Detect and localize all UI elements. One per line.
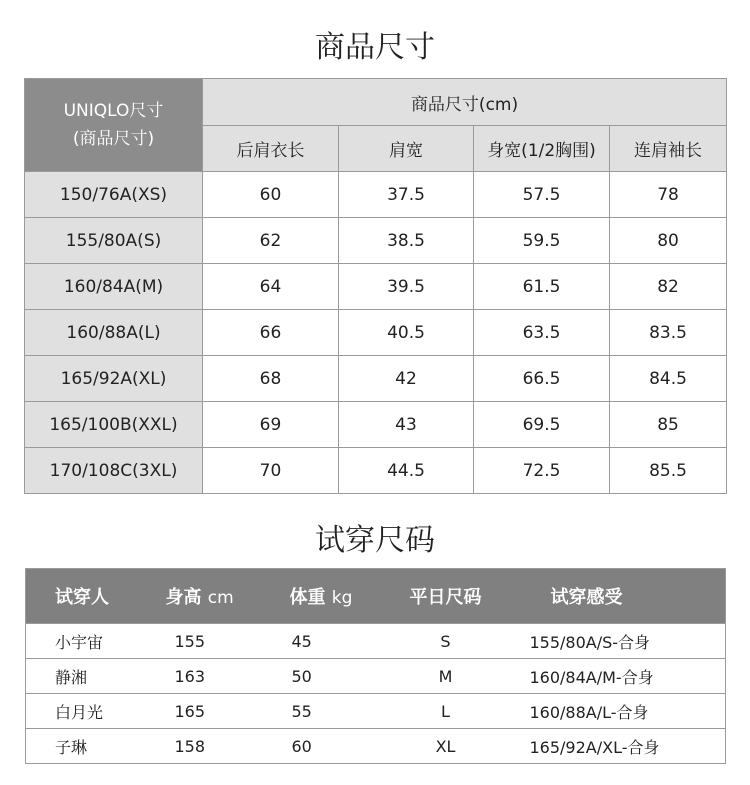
try-header-feel: 试穿感受 bbox=[506, 569, 726, 624]
measurement-cell: 38.5 bbox=[339, 218, 474, 264]
size-label-cell: 160/84A(M) bbox=[25, 264, 203, 310]
size-row bbox=[25, 402, 727, 448]
try-header-height-unit: cm bbox=[207, 588, 234, 608]
try-header-height-label: 身高 bbox=[165, 587, 202, 608]
measurement-cell: 40.5 bbox=[339, 310, 474, 356]
try-cell-weight: 60 bbox=[266, 729, 386, 764]
measurement-cell: 44.5 bbox=[339, 448, 474, 494]
try-cell-feel: 165/92A/XL-合身 bbox=[506, 729, 726, 764]
try-cell-weight: 45 bbox=[266, 624, 386, 659]
try-cell-person: 小宇宙 bbox=[26, 624, 153, 659]
measurement-cell: 84.5 bbox=[610, 356, 727, 402]
brand-size-header-line1: UNIQLO尺寸 bbox=[63, 101, 164, 121]
try-cell-feel: 160/84A/M-合身 bbox=[506, 659, 726, 694]
measurement-cell: 39.5 bbox=[339, 264, 474, 310]
try-row bbox=[26, 729, 726, 764]
try-header-weight-label: 体重 bbox=[289, 587, 326, 608]
try-header-person: 试穿人 bbox=[26, 569, 153, 624]
measurement-cell: 85 bbox=[610, 402, 727, 448]
measurement-cell: 85.5 bbox=[610, 448, 727, 494]
try-row bbox=[26, 659, 726, 694]
size-label-cell: 155/80A(S) bbox=[25, 218, 203, 264]
measurement-cell: 59.5 bbox=[474, 218, 610, 264]
size-label-cell: 165/92A(XL) bbox=[25, 356, 203, 402]
measurement-cell: 62 bbox=[203, 218, 339, 264]
measurement-cell: 43 bbox=[339, 402, 474, 448]
column-header-body-width: 身宽(1/2胸围) bbox=[474, 126, 610, 172]
column-header-back-length: 后肩衣长 bbox=[203, 126, 339, 172]
size-row bbox=[25, 356, 727, 402]
measurement-cell: 68 bbox=[203, 356, 339, 402]
try-cell-weight: 50 bbox=[266, 659, 386, 694]
try-header-weight bbox=[266, 569, 386, 624]
brand-size-header bbox=[25, 79, 203, 172]
measurement-cell: 70 bbox=[203, 448, 339, 494]
measurement-cell: 69 bbox=[203, 402, 339, 448]
measurement-cell: 63.5 bbox=[474, 310, 610, 356]
measurement-cell: 60 bbox=[203, 172, 339, 218]
try-header-height bbox=[153, 569, 266, 624]
try-cell-usual-size: S bbox=[386, 624, 506, 659]
try-cell-person: 静湘 bbox=[26, 659, 153, 694]
measurement-cell: 37.5 bbox=[339, 172, 474, 218]
size-row bbox=[25, 264, 727, 310]
size-chart-title: 商品尺寸 bbox=[315, 30, 435, 65]
try-header-weight-unit: kg bbox=[331, 588, 353, 608]
measurement-cell: 80 bbox=[610, 218, 727, 264]
column-header-sleeve-length: 连肩袖长 bbox=[610, 126, 727, 172]
try-cell-weight: 55 bbox=[266, 694, 386, 729]
brand-size-header-line2: (商品尺寸) bbox=[72, 129, 155, 149]
column-header-shoulder-width: 肩宽 bbox=[339, 126, 474, 172]
size-row bbox=[25, 448, 727, 494]
try-on-title: 试穿尺码 bbox=[315, 523, 435, 558]
size-label-cell: 170/108C(3XL) bbox=[25, 448, 203, 494]
try-row bbox=[26, 694, 726, 729]
try-cell-feel: 160/88A/L-合身 bbox=[506, 694, 726, 729]
try-cell-feel: 155/80A/S-合身 bbox=[506, 624, 726, 659]
try-cell-height: 163 bbox=[153, 659, 266, 694]
measurement-cell: 66.5 bbox=[474, 356, 610, 402]
measurement-cell: 64 bbox=[203, 264, 339, 310]
try-on-table bbox=[25, 568, 726, 764]
try-cell-person: 白月光 bbox=[26, 694, 153, 729]
try-cell-height: 165 bbox=[153, 694, 266, 729]
measurement-cell: 83.5 bbox=[610, 310, 727, 356]
try-cell-usual-size: M bbox=[386, 659, 506, 694]
measurement-cell: 42 bbox=[339, 356, 474, 402]
size-chart-table bbox=[24, 78, 727, 494]
measurement-group-header: 商品尺寸(cm) bbox=[203, 79, 727, 126]
try-cell-height: 155 bbox=[153, 624, 266, 659]
measurement-cell: 78 bbox=[610, 172, 727, 218]
measurement-cell: 82 bbox=[610, 264, 727, 310]
measurement-cell: 61.5 bbox=[474, 264, 610, 310]
try-cell-usual-size: L bbox=[386, 694, 506, 729]
size-label-cell: 150/76A(XS) bbox=[25, 172, 203, 218]
measurement-cell: 72.5 bbox=[474, 448, 610, 494]
try-cell-height: 158 bbox=[153, 729, 266, 764]
measurement-cell: 69.5 bbox=[474, 402, 610, 448]
size-row bbox=[25, 310, 727, 356]
size-row bbox=[25, 218, 727, 264]
measurement-cell: 66 bbox=[203, 310, 339, 356]
try-cell-usual-size: XL bbox=[386, 729, 506, 764]
size-label-cell: 160/88A(L) bbox=[25, 310, 203, 356]
try-cell-person: 子琳 bbox=[26, 729, 153, 764]
measurement-cell: 57.5 bbox=[474, 172, 610, 218]
try-row bbox=[26, 624, 726, 659]
try-header-usual-size: 平日尺码 bbox=[386, 569, 506, 624]
size-label-cell: 165/100B(XXL) bbox=[25, 402, 203, 448]
size-row bbox=[25, 172, 727, 218]
